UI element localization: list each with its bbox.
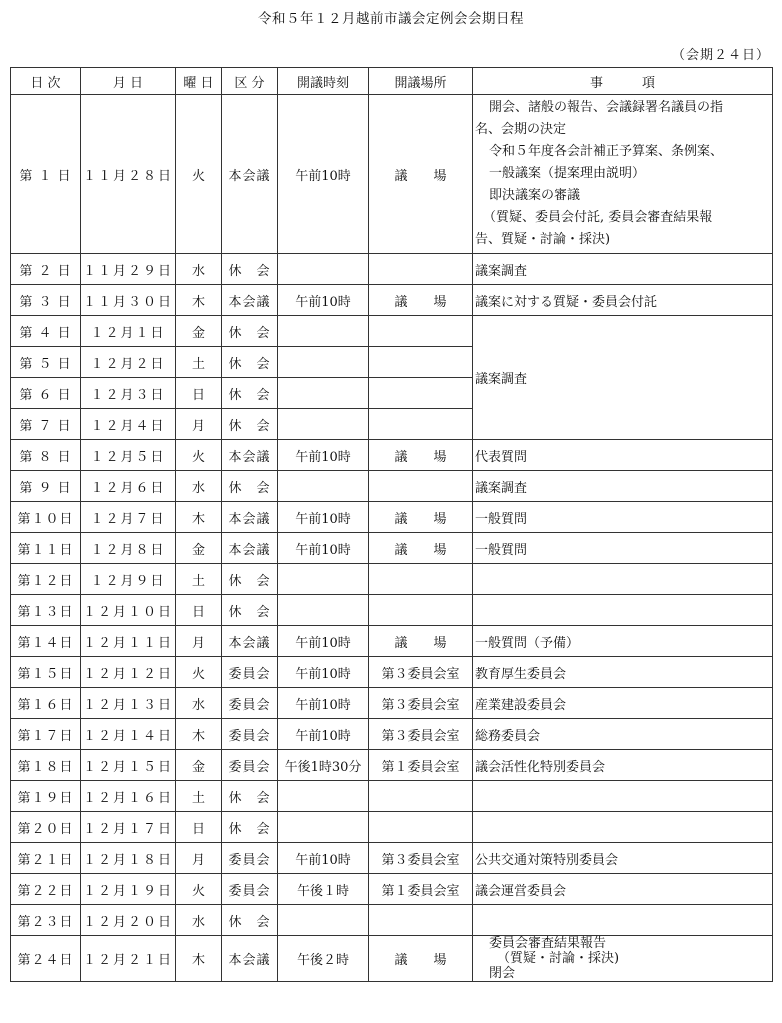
header-weekday: 曜 日 bbox=[176, 68, 222, 95]
session-period: （会期２４日） bbox=[671, 48, 770, 63]
time-cell bbox=[278, 316, 369, 347]
place-cell bbox=[369, 316, 473, 347]
day-cell: 第１４日 bbox=[11, 626, 81, 657]
date-cell: １１月３０日 bbox=[81, 285, 176, 316]
table-row bbox=[11, 626, 773, 657]
time-cell: 午前10時 bbox=[278, 626, 369, 657]
table-row bbox=[11, 471, 773, 502]
kind-cell: 休 会 bbox=[222, 781, 278, 812]
date-cell: １２月９日 bbox=[81, 564, 176, 595]
item-cell: 議案に対する質疑・委員会付託 bbox=[473, 285, 773, 316]
place-cell: 議 場 bbox=[369, 95, 473, 254]
table-row bbox=[11, 285, 773, 316]
table-row bbox=[11, 812, 773, 843]
day-cell: 第１３日 bbox=[11, 595, 81, 626]
place-cell: 議 場 bbox=[369, 502, 473, 533]
date-cell: １２月１３日 bbox=[81, 688, 176, 719]
day-cell: 第 ７ 日 bbox=[11, 409, 81, 440]
item-cell: 議会活性化特別委員会 bbox=[473, 750, 773, 781]
kind-cell: 委員会 bbox=[222, 688, 278, 719]
item-cell: 議会運営委員会 bbox=[473, 874, 773, 905]
kind-cell: 休 会 bbox=[222, 471, 278, 502]
day-cell: 第 ３ 日 bbox=[11, 285, 81, 316]
table-row bbox=[11, 657, 773, 688]
weekday-cell: 火 bbox=[176, 95, 222, 254]
kind-cell: 本会議 bbox=[222, 533, 278, 564]
weekday-cell: 水 bbox=[176, 905, 222, 936]
place-cell: 第３委員会室 bbox=[369, 843, 473, 874]
kind-cell: 委員会 bbox=[222, 874, 278, 905]
weekday-cell: 土 bbox=[176, 564, 222, 595]
header-row bbox=[11, 68, 773, 95]
time-cell: 午前10時 bbox=[278, 285, 369, 316]
place-cell bbox=[369, 347, 473, 378]
date-cell: １２月４日 bbox=[81, 409, 176, 440]
weekday-cell: 月 bbox=[176, 626, 222, 657]
header-item: 事 項 bbox=[473, 68, 773, 95]
day-cell: 第１０日 bbox=[11, 502, 81, 533]
date-cell: １２月２日 bbox=[81, 347, 176, 378]
time-cell bbox=[278, 781, 369, 812]
day-cell: 第２０日 bbox=[11, 812, 81, 843]
item-line: 令和５年度各会計補正予算案、条例案、 bbox=[489, 144, 724, 159]
date-cell: １２月１５日 bbox=[81, 750, 176, 781]
table-row bbox=[11, 95, 773, 254]
kind-cell: 休 会 bbox=[222, 347, 278, 378]
time-cell: 午後1時30分 bbox=[278, 750, 369, 781]
day-cell: 第２３日 bbox=[11, 905, 81, 936]
header-place: 開議場所 bbox=[369, 68, 473, 95]
place-cell bbox=[369, 812, 473, 843]
date-cell: １２月１８日 bbox=[81, 843, 176, 874]
item-line: （質疑、委員会付託, 委員会審査結果報 bbox=[483, 210, 713, 225]
place-cell: 第１委員会室 bbox=[369, 750, 473, 781]
day-cell: 第 ９ 日 bbox=[11, 471, 81, 502]
header-kind: 区 分 bbox=[222, 68, 278, 95]
place-cell: 議 場 bbox=[369, 285, 473, 316]
date-cell: １２月７日 bbox=[81, 502, 176, 533]
day-cell: 第２２日 bbox=[11, 874, 81, 905]
place-cell bbox=[369, 378, 473, 409]
item-line: 委員会審査結果報告 bbox=[489, 936, 607, 951]
table-row bbox=[11, 750, 773, 781]
weekday-cell: 金 bbox=[176, 750, 222, 781]
time-cell bbox=[278, 595, 369, 626]
kind-cell: 本会議 bbox=[222, 285, 278, 316]
weekday-cell: 水 bbox=[176, 471, 222, 502]
kind-cell: 休 会 bbox=[222, 378, 278, 409]
day-cell: 第 ４ 日 bbox=[11, 316, 81, 347]
table-row bbox=[11, 874, 773, 905]
date-cell: １１月２９日 bbox=[81, 254, 176, 285]
item-cell: 議案調査 bbox=[473, 316, 773, 440]
date-cell: １２月１７日 bbox=[81, 812, 176, 843]
time-cell: 午前10時 bbox=[278, 95, 369, 254]
place-cell bbox=[369, 781, 473, 812]
item-cell bbox=[473, 781, 773, 812]
kind-cell: 休 会 bbox=[222, 409, 278, 440]
day-cell: 第１８日 bbox=[11, 750, 81, 781]
weekday-cell: 木 bbox=[176, 502, 222, 533]
place-cell: 議 場 bbox=[369, 936, 473, 982]
item-cell: 産業建設委員会 bbox=[473, 688, 773, 719]
date-cell: １２月１２日 bbox=[81, 657, 176, 688]
weekday-cell: 水 bbox=[176, 688, 222, 719]
weekday-cell: 月 bbox=[176, 409, 222, 440]
weekday-cell: 月 bbox=[176, 843, 222, 874]
date-cell: １２月１６日 bbox=[81, 781, 176, 812]
header-time: 開議時刻 bbox=[278, 68, 369, 95]
kind-cell: 本会議 bbox=[222, 936, 278, 982]
day-cell: 第 ６ 日 bbox=[11, 378, 81, 409]
weekday-cell: 土 bbox=[176, 781, 222, 812]
day-cell: 第 ２ 日 bbox=[11, 254, 81, 285]
weekday-cell: 日 bbox=[176, 595, 222, 626]
kind-cell: 本会議 bbox=[222, 626, 278, 657]
kind-cell: 本会議 bbox=[222, 440, 278, 471]
weekday-cell: 火 bbox=[176, 440, 222, 471]
place-cell: 議 場 bbox=[369, 440, 473, 471]
place-cell: 第１委員会室 bbox=[369, 874, 473, 905]
item-line: 告、質疑・討論・採決) bbox=[475, 232, 611, 247]
place-cell: 第３委員会室 bbox=[369, 719, 473, 750]
kind-cell: 休 会 bbox=[222, 564, 278, 595]
date-cell: １２月５日 bbox=[81, 440, 176, 471]
table-row bbox=[11, 533, 773, 564]
weekday-cell: 火 bbox=[176, 874, 222, 905]
date-cell: １２月６日 bbox=[81, 471, 176, 502]
kind-cell: 休 会 bbox=[222, 905, 278, 936]
time-cell bbox=[278, 905, 369, 936]
time-cell: 午前10時 bbox=[278, 502, 369, 533]
day-cell: 第１２日 bbox=[11, 564, 81, 595]
table-row bbox=[11, 688, 773, 719]
kind-cell: 委員会 bbox=[222, 657, 278, 688]
place-cell bbox=[369, 595, 473, 626]
table-row bbox=[11, 936, 773, 982]
item-cell: 一般質問（予備） bbox=[473, 626, 773, 657]
weekday-cell: 金 bbox=[176, 316, 222, 347]
time-cell bbox=[278, 409, 369, 440]
date-cell: １２月１０日 bbox=[81, 595, 176, 626]
time-cell bbox=[278, 347, 369, 378]
weekday-cell: 木 bbox=[176, 719, 222, 750]
time-cell: 午前10時 bbox=[278, 657, 369, 688]
table-row bbox=[11, 843, 773, 874]
document-title: 令和５年１２月越前市議会定例会会期日程 bbox=[258, 11, 524, 27]
item-cell bbox=[473, 595, 773, 626]
item-cell: 教育厚生委員会 bbox=[473, 657, 773, 688]
item-cell: 議案調査 bbox=[473, 254, 773, 285]
kind-cell: 休 会 bbox=[222, 812, 278, 843]
day-cell: 第 ８ 日 bbox=[11, 440, 81, 471]
item-line: 即決議案の審議 bbox=[489, 188, 581, 203]
date-cell: １２月２０日 bbox=[81, 905, 176, 936]
kind-cell: 本会議 bbox=[222, 502, 278, 533]
weekday-cell: 水 bbox=[176, 254, 222, 285]
weekday-cell: 土 bbox=[176, 347, 222, 378]
table-row bbox=[11, 781, 773, 812]
weekday-cell: 木 bbox=[176, 936, 222, 982]
item-cell: 公共交通対策特別委員会 bbox=[473, 843, 773, 874]
time-cell bbox=[278, 564, 369, 595]
item-cell: 代表質問 bbox=[473, 440, 773, 471]
weekday-cell: 木 bbox=[176, 285, 222, 316]
day-cell: 第１６日 bbox=[11, 688, 81, 719]
place-cell: 議 場 bbox=[369, 626, 473, 657]
date-cell: １２月１日 bbox=[81, 316, 176, 347]
place-cell: 第３委員会室 bbox=[369, 688, 473, 719]
date-cell: １２月２１日 bbox=[81, 936, 176, 982]
date-cell: １２月８日 bbox=[81, 533, 176, 564]
item-cell: 総務委員会 bbox=[473, 719, 773, 750]
time-cell bbox=[278, 812, 369, 843]
item-line: （質疑・討論・採決) bbox=[497, 951, 620, 966]
time-cell: 午前10時 bbox=[278, 843, 369, 874]
item-cell: 一般質問 bbox=[473, 502, 773, 533]
item-cell bbox=[473, 812, 773, 843]
day-cell: 第１９日 bbox=[11, 781, 81, 812]
header-day: 日 次 bbox=[11, 68, 81, 95]
schedule-table bbox=[10, 67, 773, 982]
time-cell: 午後１時 bbox=[278, 874, 369, 905]
kind-cell: 休 会 bbox=[222, 254, 278, 285]
table-row bbox=[11, 254, 773, 285]
table-row bbox=[11, 502, 773, 533]
place-cell: 議 場 bbox=[369, 533, 473, 564]
time-cell: 午前10時 bbox=[278, 533, 369, 564]
kind-cell: 休 会 bbox=[222, 316, 278, 347]
date-cell: １２月１１日 bbox=[81, 626, 176, 657]
place-cell bbox=[369, 254, 473, 285]
item-line: 閉会 bbox=[489, 966, 516, 981]
time-cell: 午後２時 bbox=[278, 936, 369, 982]
time-cell bbox=[278, 378, 369, 409]
item-cell: 一般質問 bbox=[473, 533, 773, 564]
kind-cell: 委員会 bbox=[222, 750, 278, 781]
place-cell bbox=[369, 905, 473, 936]
item-cell bbox=[473, 95, 773, 254]
day-cell: 第 １ 日 bbox=[11, 95, 81, 254]
kind-cell: 休 会 bbox=[222, 595, 278, 626]
date-cell: １２月３日 bbox=[81, 378, 176, 409]
item-cell: 議案調査 bbox=[473, 471, 773, 502]
time-cell bbox=[278, 471, 369, 502]
time-cell: 午前10時 bbox=[278, 719, 369, 750]
table-row bbox=[11, 595, 773, 626]
date-cell: １１月２８日 bbox=[81, 95, 176, 254]
weekday-cell: 金 bbox=[176, 533, 222, 564]
time-cell: 午前10時 bbox=[278, 440, 369, 471]
day-cell: 第 ５ 日 bbox=[11, 347, 81, 378]
time-cell: 午前10時 bbox=[278, 688, 369, 719]
table-row bbox=[11, 564, 773, 595]
kind-cell: 本会議 bbox=[222, 95, 278, 254]
day-cell: 第２４日 bbox=[11, 936, 81, 982]
place-cell: 第３委員会室 bbox=[369, 657, 473, 688]
item-cell bbox=[473, 905, 773, 936]
item-cell bbox=[473, 564, 773, 595]
table-row bbox=[11, 316, 773, 347]
place-cell bbox=[369, 471, 473, 502]
day-cell: 第１７日 bbox=[11, 719, 81, 750]
table-row bbox=[11, 905, 773, 936]
kind-cell: 委員会 bbox=[222, 719, 278, 750]
item-cell bbox=[473, 936, 773, 982]
table-row bbox=[11, 440, 773, 471]
day-cell: 第１５日 bbox=[11, 657, 81, 688]
date-cell: １２月１４日 bbox=[81, 719, 176, 750]
kind-cell: 委員会 bbox=[222, 843, 278, 874]
item-line: 名、会期の決定 bbox=[475, 122, 567, 137]
place-cell bbox=[369, 564, 473, 595]
time-cell bbox=[278, 254, 369, 285]
weekday-cell: 日 bbox=[176, 378, 222, 409]
item-line: 一般議案（提案理由説明） bbox=[489, 166, 646, 181]
item-line: 開会、諸般の報告、会議録署名議員の指 bbox=[489, 100, 724, 115]
table-row bbox=[11, 719, 773, 750]
day-cell: 第２１日 bbox=[11, 843, 81, 874]
weekday-cell: 日 bbox=[176, 812, 222, 843]
weekday-cell: 火 bbox=[176, 657, 222, 688]
date-cell: １２月１９日 bbox=[81, 874, 176, 905]
day-cell: 第１１日 bbox=[11, 533, 81, 564]
header-date: 月 日 bbox=[81, 68, 176, 95]
place-cell bbox=[369, 409, 473, 440]
